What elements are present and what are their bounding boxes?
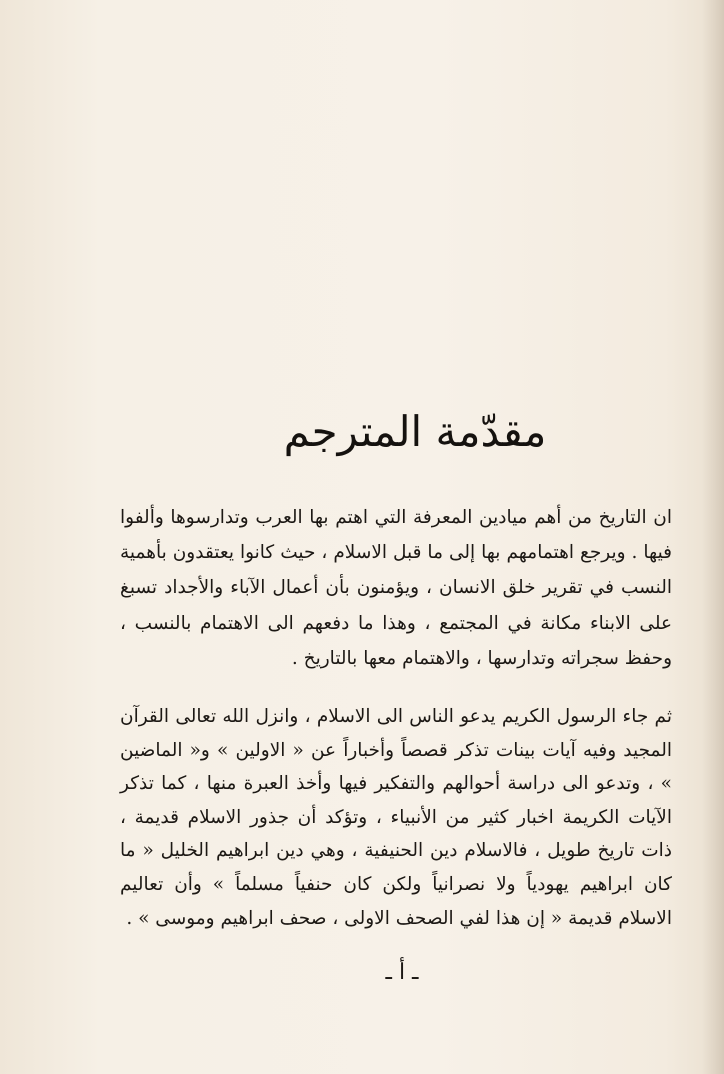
paragraph-2: ثم جاء الرسول الكريم يدعو الناس الى الاسلام ، وانزل الله تعالى القرآن المجيد وفيه آيات بينات تذكر قصصاً وأخباراً عن « الاولين » و« الماضين » ، وتدعو الى دراسة أحوالهم والتفكير فيها وأخذ العبرة منها ، كما تذكر الآيات الكريمة اخبار كثير من الأنبياء ، وتؤكد أن جذور الاسلام قديمة ، ذات تاريخ طويل ، فالاسلام دين الحنيفية ، وهي دين ابراهيم الخليل « ما كان ابراهيم يهودياً ولا نصرانياً ولكن كان حنفياً مسلماً » وأن تعاليم الاسلام قديمة « إن هذا لفي الصحف الاولى ، صحف ابراهيم وموسى » . [120, 706, 672, 929]
page-edge-shadow [702, 0, 724, 1074]
paragraph-1: ان التاريخ من أهم ميادين المعرفة التي اهتم بها العرب وتدارسوها وألفوا فيها . ويرجع اهتمامهم بها إلى ما قبل الاسلام ، حيث كانوا يعتقدون بأهمية النسب في تقرير خلق الانسان ، ويؤمنون بأن أعمال الآباء والأجداد تسبغ على الابناء مكانة في المجتمع ، وهذا ما دفعهم الى الاهتمام بالنسب ، وحفظ سجراته وتدارسها ، والاهتمام معها بالتاريخ . [120, 507, 672, 669]
page-number: ـ أ ـ [385, 960, 419, 985]
page-title: مقدّمة المترجم [283, 407, 547, 456]
